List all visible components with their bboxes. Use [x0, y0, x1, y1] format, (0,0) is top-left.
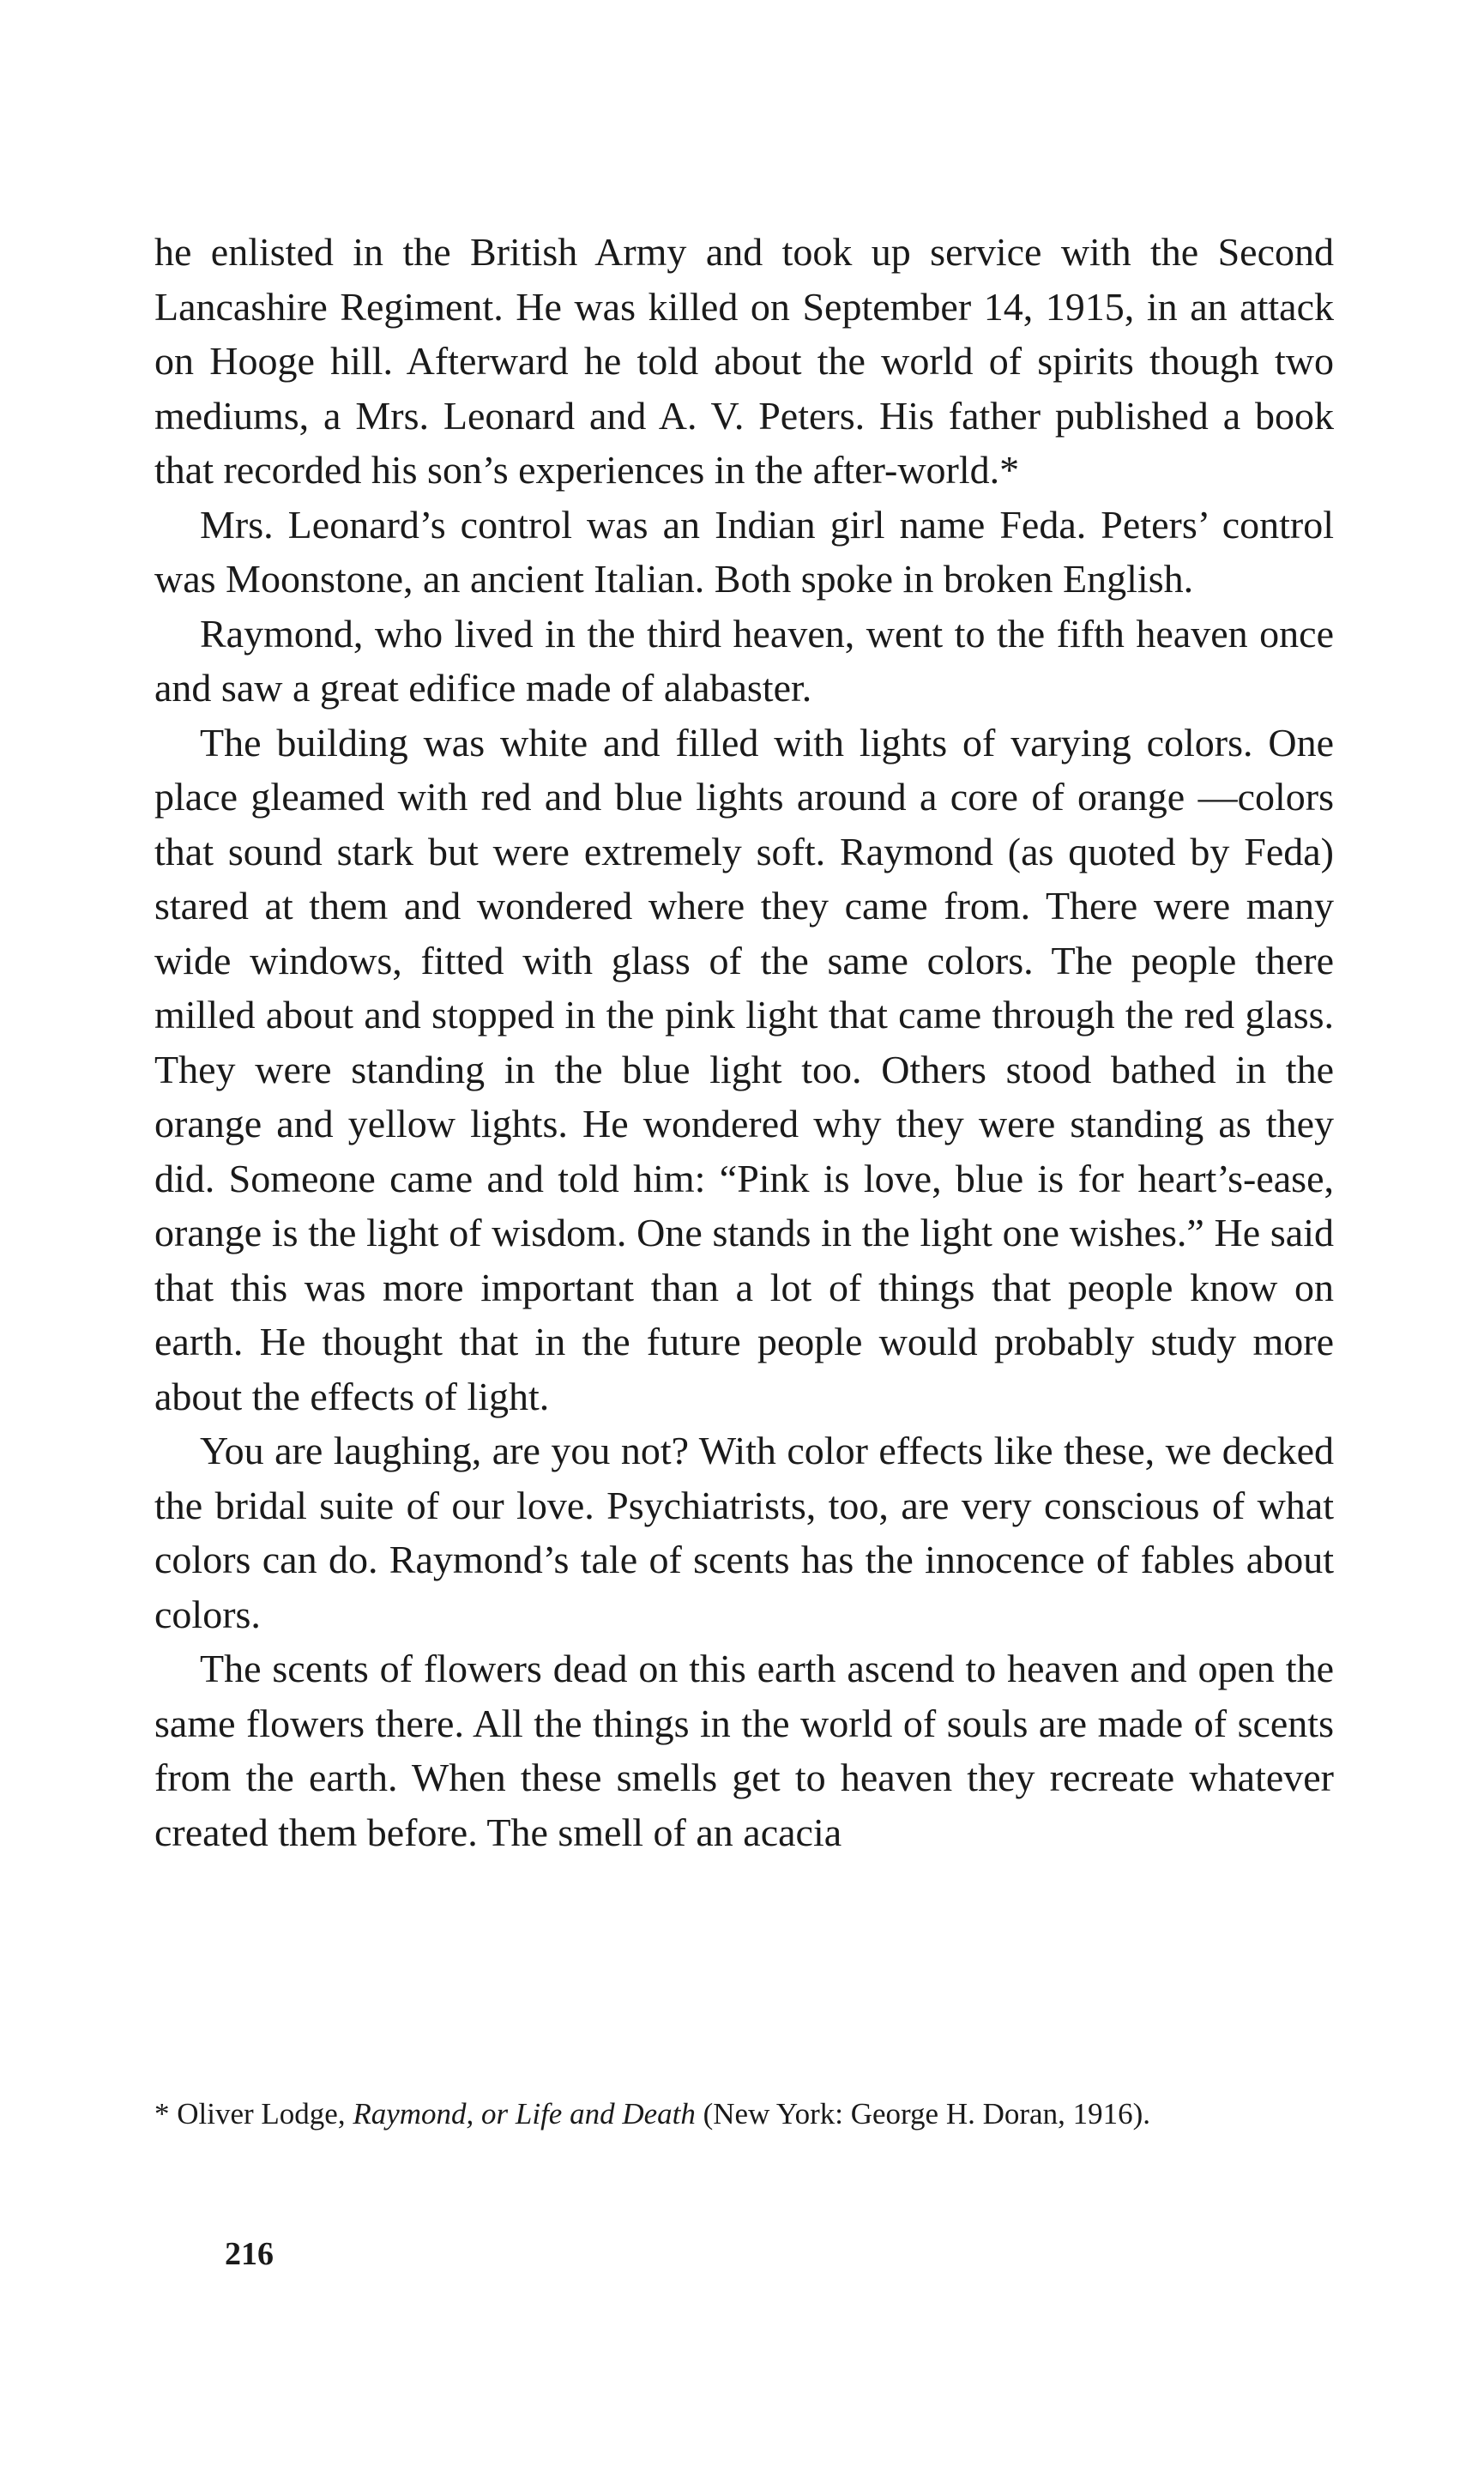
paragraph-2: Mrs. Leonard’s control was an Indian girl name Feda. Peters’ control was Moonstone, an ancient Italian. Both spoke in broken English.: [154, 502, 1334, 601]
paragraph-3: Raymond, who lived in the third heaven, went to the fifth heaven once and saw a great edifice made of alabaster.: [154, 611, 1334, 710]
paragraph-6: The scents of flowers dead on this earth ascend to heaven and open the same flowers there. All the things in the world of souls are made of scents from the earth. When these smells get to heaven they recreate whatever created them before. The smell of an acacia: [154, 1647, 1334, 1854]
footnote-title: Raymond, or Life and Death: [353, 2097, 696, 2131]
footnote-prefix: * Oliver Lodge,: [154, 2097, 353, 2131]
footnote: [154, 2095, 1334, 2133]
paragraph-5: You are laughing, are you not? With color effects like these, we decked the bridal suite of our love. Psychiatrists, too, are very conscious of what colors can do. Raymond’s tale of scents has the innocence of fables about colors.: [154, 1429, 1334, 1636]
paragraph-4: The building was white and filled with lights of varying colors. One place gleamed with red and blue lights around a core of orange —colors that sound stark but were extremely soft. Raymond (as quoted by Feda) stared at them and wondered where they came from. There were many wide windows, fitted with glass of the same colors. The people there milled about and stopped in the pink light that came through the red glass. They were standing in the blue light too. Others stood bathed in the orange and yellow lights. He wondered why they were standing as they did. Someone came and told him: “Pink is love, blue is for heart’s-ease, orange is the light of wisdom. One stands in the light one wishes.” He said that this was more important than a lot of things that people know on earth. He thought that in the future people would probably study more about the effects of light.: [154, 720, 1334, 1418]
footnote-suffix: (New York: George H. Doran, 1916).: [695, 2097, 1150, 2131]
body-text: [154, 225, 1334, 1859]
paragraph-1: he enlisted in the British Army and took up service with the Second Lancashire Regiment. He was killed on September 14, 1915, in an attack on Hooge hill. Afterward he told about the world of spirits though two mediums, a Mrs. Leonard and A. V. Peters. His father published a book that recorded his son’s experiences in the after-world.*: [154, 230, 1334, 492]
page-number: 216: [225, 2236, 274, 2272]
